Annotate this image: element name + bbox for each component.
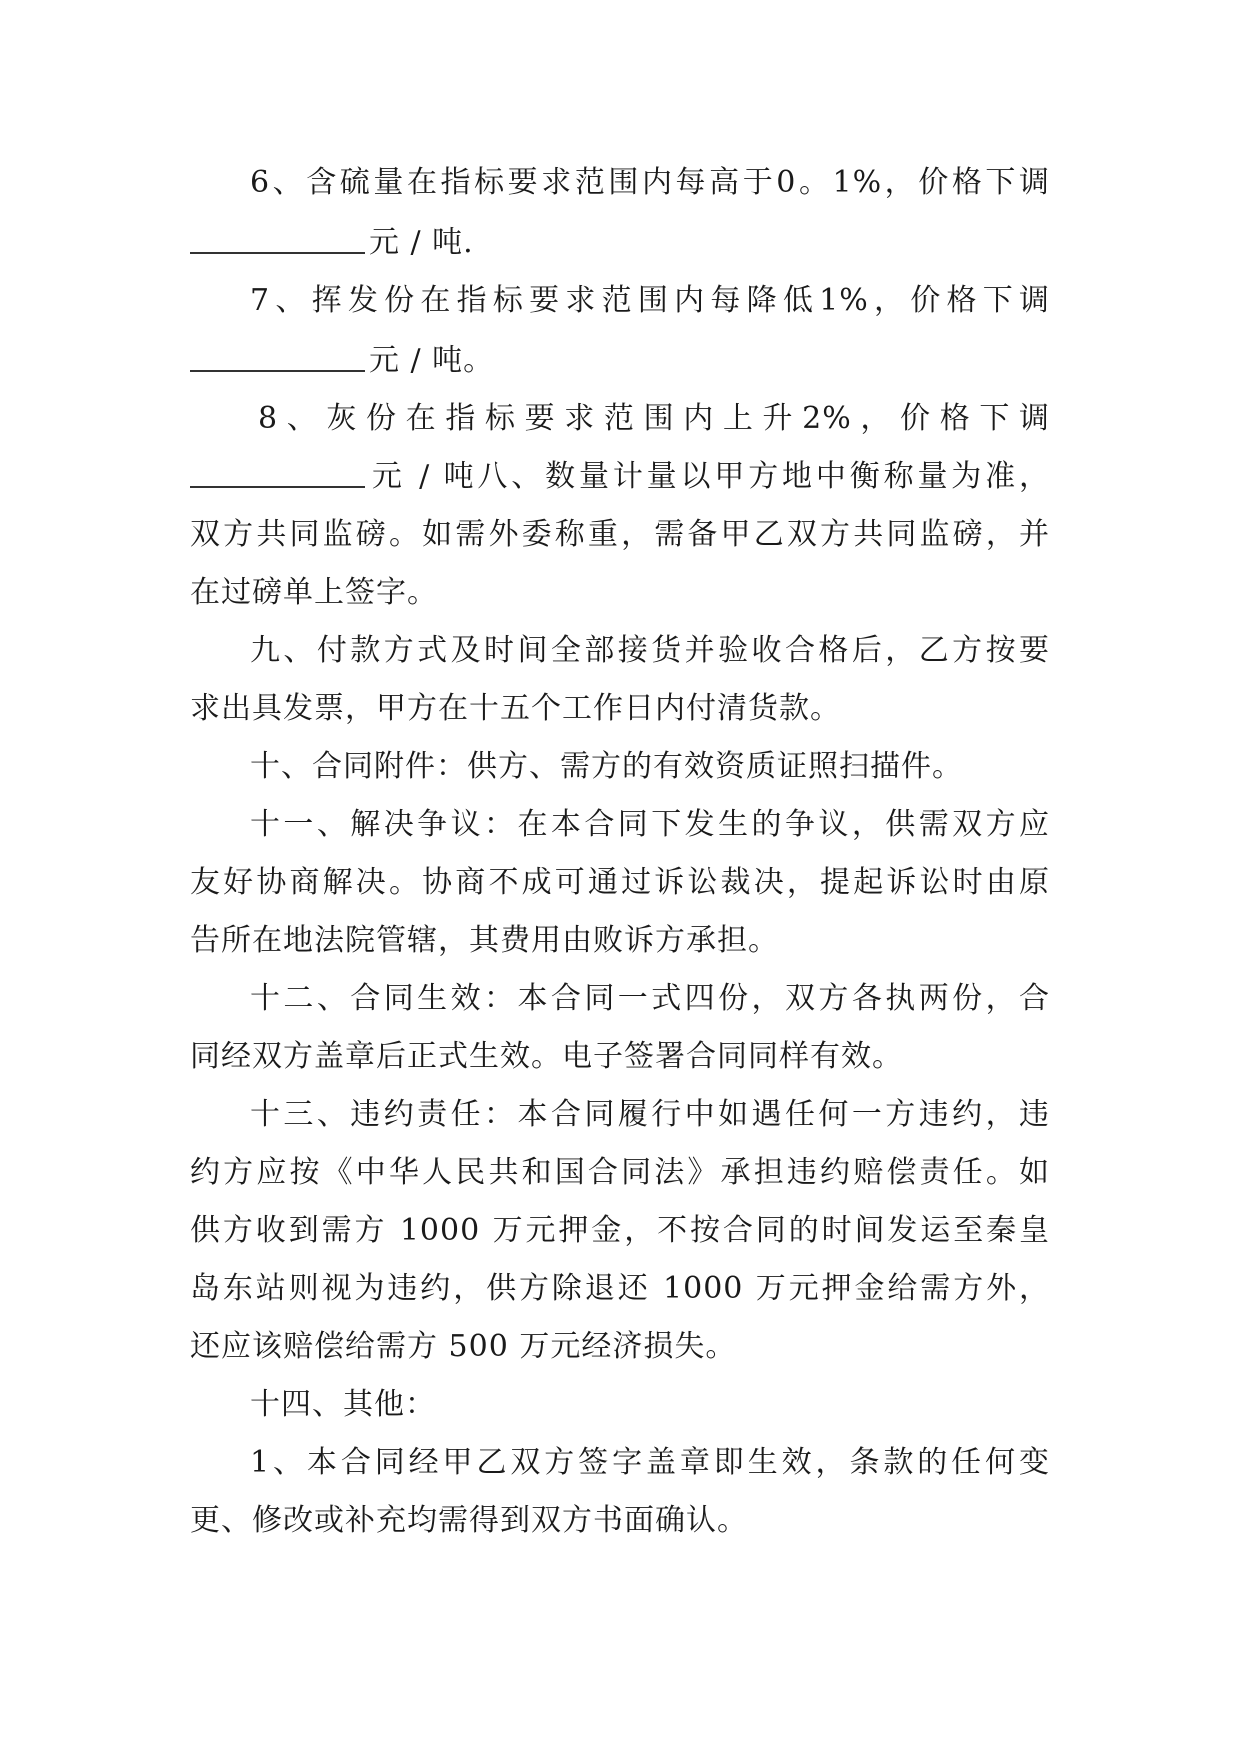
text-line	[190, 452, 1050, 502]
text-line	[190, 568, 1050, 618]
line-text: 求出具发票，甲方在十五个工作日内付清货款。	[190, 691, 841, 726]
line-text: 约方应按《中华人民共和国合同法》承担违约赔偿责任。如	[190, 1155, 1050, 1190]
text-line	[190, 1032, 1050, 1082]
text-line	[250, 626, 1050, 676]
fill-in-blank	[190, 456, 365, 488]
line-text: 元 / 吨.	[369, 225, 474, 260]
line-text: 还应该赔偿给需方 500 万元经济损失。	[190, 1329, 737, 1364]
line-text: 元 / 吨八、数量计量以甲方地中衡称量为准，	[369, 459, 1050, 494]
text-line	[190, 510, 1050, 560]
line-text: 供方收到需方 1000 万元押金，不按合同的时间发运至秦皇	[190, 1213, 1050, 1248]
text-line	[190, 916, 1050, 966]
text-line	[250, 1438, 1050, 1488]
text-line	[190, 1206, 1050, 1256]
line-text: 九、付款方式及时间全部接货并验收合格后，乙方按要	[250, 633, 1050, 668]
line-text: 7、挥发份在指标要求范围内每降低1%，价格下调	[250, 283, 1050, 318]
line-text: 友好协商解决。协商不成可通过诉讼裁决，提起诉讼时由原	[190, 865, 1050, 900]
text-line	[190, 1264, 1050, 1314]
text-line	[190, 1496, 1050, 1546]
line-text: 十一、解决争议：在本合同下发生的争议，供需双方应	[250, 807, 1050, 842]
text-line	[250, 1090, 1050, 1140]
line-text: 双方共同监磅。如需外委称重，需备甲乙双方共同监磅，并	[190, 517, 1050, 552]
text-line	[190, 858, 1050, 908]
text-line	[190, 336, 1050, 386]
text-line	[190, 684, 1050, 734]
text-line	[250, 276, 1050, 326]
fill-in-blank	[190, 222, 365, 254]
line-text: 十三、违约责任：本合同履行中如遇任何一方违约，违	[250, 1097, 1050, 1132]
text-line	[250, 800, 1050, 850]
text-line	[250, 742, 1050, 792]
fill-in-blank	[190, 340, 365, 372]
text-line	[190, 1322, 1050, 1372]
line-text: 告所在地法院管辖，其费用由败诉方承担。	[190, 923, 779, 958]
text-line	[250, 974, 1050, 1024]
line-text: 元 / 吨。	[369, 343, 495, 378]
text-line	[190, 1148, 1050, 1198]
line-text: 在过磅单上签字。	[190, 575, 438, 610]
line-text: 6、含硫量在指标要求范围内每高于0。1%，价格下调	[250, 165, 1050, 200]
text-line	[250, 158, 1050, 208]
line-text: 1、本合同经甲乙双方签字盖章即生效，条款的任何变	[250, 1445, 1050, 1480]
line-text: 十、合同附件：供方、需方的有效资质证照扫描件。	[250, 749, 963, 784]
text-line	[258, 394, 1050, 444]
line-text: 更、修改或补充均需得到双方书面确认。	[190, 1503, 748, 1538]
text-line	[190, 218, 1050, 268]
text-line	[250, 1380, 1050, 1430]
line-text: 8、灰份在指标要求范围内上升2%，价格下调	[258, 401, 1050, 436]
line-text: 岛东站则视为违约，供方除退还 1000 万元押金给需方外，	[190, 1271, 1050, 1306]
line-text: 同经双方盖章后正式生效。电子签署合同同样有效。	[190, 1039, 903, 1074]
line-text: 十四、其他：	[250, 1387, 436, 1422]
line-text: 十二、合同生效：本合同一式四份，双方各执两份，合	[250, 981, 1050, 1016]
